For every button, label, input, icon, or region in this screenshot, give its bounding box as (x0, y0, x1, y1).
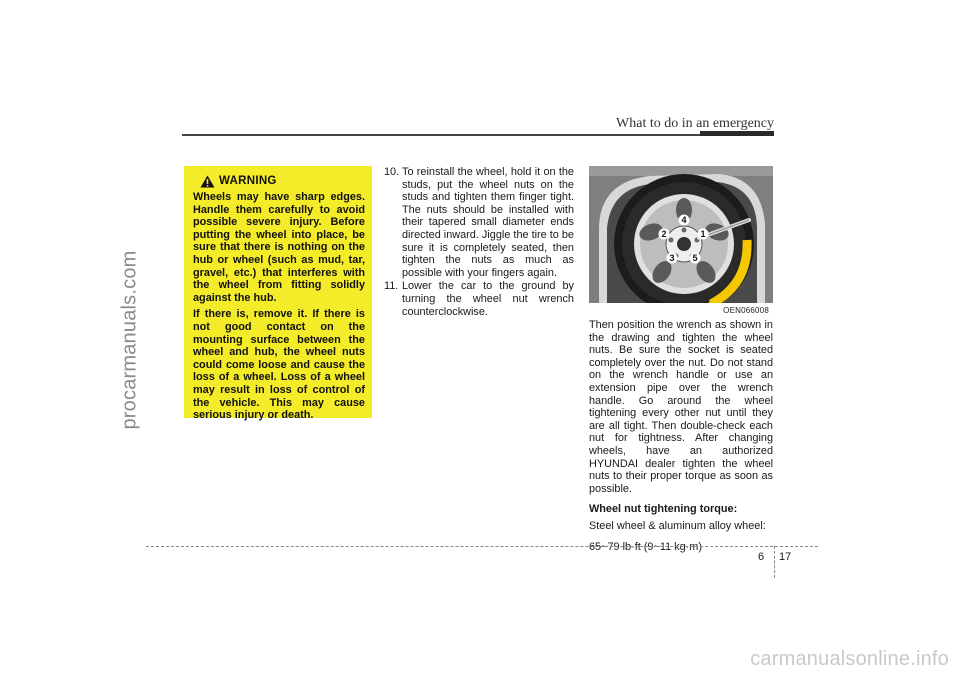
step-number: 10. (384, 166, 400, 178)
torque-wheel-type: Steel wheel & aluminum alloy wheel: (589, 519, 766, 532)
warning-box (184, 166, 372, 422)
footer-divider (774, 546, 775, 578)
step-number: 11. (384, 280, 399, 293)
page-number: 17 (779, 551, 792, 563)
step-item (384, 166, 574, 279)
torque-heading: Wheel nut tightening torque: (589, 503, 738, 516)
wheel-illustration (589, 166, 773, 315)
nut-label: 1 (700, 229, 706, 239)
warning-title: WARNING (219, 175, 277, 188)
right-column (589, 319, 773, 561)
side-watermark: procarmanuals.com (118, 250, 141, 430)
header-rule-accent (700, 131, 774, 136)
instruction-paragraph: Then position the wrench as shown in the drawing and tighten the wheel nuts. Be sure the socket is seated completely over the nut. Do not stand on the wrench handle or use an extension pipe over the wrench handle. Go around the wheel tightening every other nut until they are all tight. Then double-check each nut for tightness. After changing wheels, have an authorized HYUNDAI dealer tighten the wheel nuts to their proper torque as soon as possible. (589, 319, 773, 495)
warning-header (200, 175, 365, 188)
step-item (384, 280, 574, 318)
nut-label: 4 (681, 215, 687, 225)
step-list (384, 166, 574, 319)
step-text: To reinstall the wheel, hold it on the studs, put the wheel nuts on the studs and tighten them finger tight. The nuts should be installed with their tapered small diameter ends directed inward. Jiggle the tire to be sure it is completely seated, then tighten the nuts as much as possible with your fingers again. (402, 166, 574, 279)
figure-code: OEN066008 (723, 306, 769, 315)
nut-label: 3 (669, 253, 675, 263)
footer-rule (146, 546, 818, 547)
torque-value: 65~79 lb·ft (9~11 kg·m) (589, 540, 702, 553)
step-text: Lower the car to the ground by turning the wheel nut wrench counterclockwise. (402, 280, 574, 318)
chapter-number: 6 (758, 551, 765, 563)
warning-triangle-icon (200, 175, 215, 188)
section-title: What to do in an emergency (616, 116, 774, 131)
warning-paragraph: If there is, remove it. If there is not good contact on the mounting surface between the wheel and hub, the wheel nuts could come loose and cause the loss of a wheel. Loss of a wheel may result in loss of control of the vehicle. This may cause serious injury or death. (193, 308, 365, 422)
nut-label: 2 (661, 229, 667, 239)
wheel-drawing (589, 166, 773, 315)
header-rule (182, 134, 774, 136)
warning-paragraph: Wheels may have sharp edges. Handle them carefully to avoid possible severe injury. Before putting the wheel into place, be sure that there is nothing on the hub or wheel (such as mud, tar, gravel, etc.) that interferes with the wheel from fitting solidly against the hub. (193, 191, 365, 304)
bottom-watermark: carmanualsonline.info (750, 648, 949, 670)
nut-label: 5 (692, 253, 698, 263)
